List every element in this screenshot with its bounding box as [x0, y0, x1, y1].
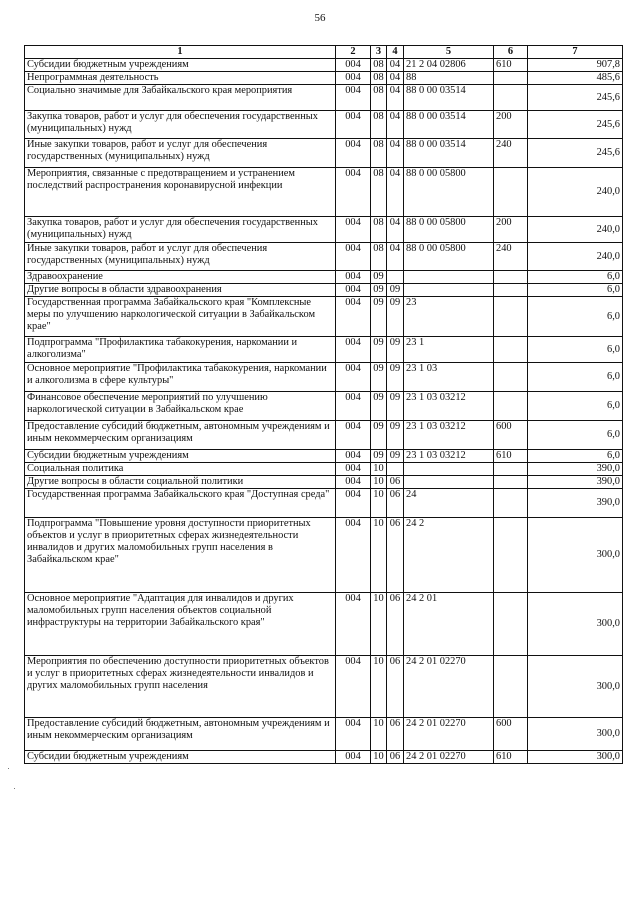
row-amount: 907,8: [528, 59, 623, 72]
row-rz: 08: [371, 59, 387, 72]
page-number: 56: [314, 12, 326, 24]
row-gr: 004: [336, 476, 371, 489]
row-name: Другие вопросы в области здравоохранения: [25, 284, 336, 297]
budget-table: [24, 45, 623, 764]
row-rz: 08: [371, 85, 387, 111]
row-pr: 06: [387, 751, 404, 764]
row-csr: 23 1: [404, 337, 494, 363]
row-pr: 09: [387, 337, 404, 363]
row-pr: 04: [387, 72, 404, 85]
row-pr: 06: [387, 593, 404, 656]
row-csr: 88 0 00 05800: [404, 168, 494, 217]
table-row: [25, 489, 623, 518]
row-pr: 09: [387, 363, 404, 392]
row-csr: 24 2 01: [404, 593, 494, 656]
row-vr: [494, 593, 528, 656]
row-rz: 09: [371, 297, 387, 337]
scan-speck: [8, 768, 9, 769]
table-row: [25, 139, 623, 168]
row-rz: 10: [371, 489, 387, 518]
row-gr: 004: [336, 593, 371, 656]
row-gr: 004: [336, 421, 371, 450]
row-vr: [494, 656, 528, 718]
row-name: Закупка товаров, работ и услуг для обеспечения государственных (муниципальных) нужд: [25, 111, 336, 139]
header-col-2: 2: [336, 46, 371, 59]
row-csr: [404, 476, 494, 489]
row-name: Предоставление субсидий бюджетным, автономным учреждениям и иным некоммерческим организациям: [25, 718, 336, 751]
row-rz: 09: [371, 450, 387, 463]
row-gr: 004: [336, 168, 371, 217]
row-gr: 004: [336, 139, 371, 168]
row-amount: 6,0: [528, 271, 623, 284]
row-gr: 004: [336, 363, 371, 392]
row-amount: 390,0: [528, 489, 623, 518]
table-row: [25, 463, 623, 476]
row-vr: 600: [494, 718, 528, 751]
row-pr: 06: [387, 476, 404, 489]
row-amount: 300,0: [528, 518, 623, 593]
row-name: Иные закупки товаров, работ и услуг для обеспечения государственных (муниципальных) нужд: [25, 139, 336, 168]
row-name: Субсидии бюджетным учреждениям: [25, 450, 336, 463]
row-csr: 21 2 04 02806: [404, 59, 494, 72]
table-row: [25, 111, 623, 139]
row-amount: 245,6: [528, 111, 623, 139]
row-pr: 06: [387, 518, 404, 593]
row-vr: [494, 337, 528, 363]
row-name: Социально значимые для Забайкальского края мероприятия: [25, 85, 336, 111]
row-rz: 10: [371, 463, 387, 476]
row-amount: 6,0: [528, 392, 623, 421]
row-amount: 245,6: [528, 85, 623, 111]
row-amount: 6,0: [528, 297, 623, 337]
row-rz: 08: [371, 111, 387, 139]
row-name: Государственная программа Забайкальского края "Комплексные меры по улучшению наркологической ситуации в Забайкальском крае": [25, 297, 336, 337]
row-amount: 6,0: [528, 421, 623, 450]
row-amount: 6,0: [528, 337, 623, 363]
row-gr: 004: [336, 489, 371, 518]
row-csr: 24 2 01 02270: [404, 751, 494, 764]
row-vr: [494, 72, 528, 85]
row-pr: 04: [387, 85, 404, 111]
row-pr: 09: [387, 297, 404, 337]
row-vr: 240: [494, 243, 528, 271]
row-csr: 23 1 03 03212: [404, 450, 494, 463]
row-pr: [387, 271, 404, 284]
row-pr: 04: [387, 168, 404, 217]
row-vr: [494, 363, 528, 392]
row-vr: 610: [494, 59, 528, 72]
row-rz: 09: [371, 271, 387, 284]
table-row: [25, 168, 623, 217]
row-pr: 06: [387, 489, 404, 518]
row-amount: 245,6: [528, 139, 623, 168]
row-csr: 23 1 03 03212: [404, 392, 494, 421]
row-gr: 004: [336, 111, 371, 139]
row-rz: 09: [371, 363, 387, 392]
header-col-4: 4: [387, 46, 404, 59]
table-row: [25, 392, 623, 421]
table-row: [25, 363, 623, 392]
row-amount: 390,0: [528, 463, 623, 476]
table-row: [25, 656, 623, 718]
row-name: Финансовое обеспечение мероприятий по улучшению наркологической ситуации в Забайкальском крае: [25, 392, 336, 421]
header-col-5: 5: [404, 46, 494, 59]
row-vr: [494, 489, 528, 518]
row-gr: 004: [336, 337, 371, 363]
row-vr: [494, 297, 528, 337]
row-name: Основное мероприятие "Адаптация для инвалидов и других маломобильных групп населения объектов социальной инфраструктуры на территории Забайкальского края": [25, 593, 336, 656]
table-row: [25, 718, 623, 751]
row-name: Закупка товаров, работ и услуг для обеспечения государственных (муниципальных) нужд: [25, 217, 336, 243]
row-pr: 09: [387, 450, 404, 463]
row-gr: 004: [336, 450, 371, 463]
row-amount: 6,0: [528, 450, 623, 463]
row-rz: 08: [371, 243, 387, 271]
row-vr: 200: [494, 111, 528, 139]
row-amount: 300,0: [528, 656, 623, 718]
row-rz: 10: [371, 656, 387, 718]
row-name: Подпрограмма "Повышение уровня доступности приоритетных объектов и услуг в приоритетных сферах жизнедеятельности инвалидов и других маломобильных групп населения в Забайкальском крае": [25, 518, 336, 593]
row-rz: 10: [371, 593, 387, 656]
row-csr: 23: [404, 297, 494, 337]
row-name: Мероприятия, связанные с предотвращением и устранением последствий распространения коронавирусной инфекции: [25, 168, 336, 217]
row-gr: 004: [336, 518, 371, 593]
row-gr: 004: [336, 217, 371, 243]
row-pr: 04: [387, 111, 404, 139]
table-row: [25, 337, 623, 363]
row-pr: 09: [387, 421, 404, 450]
row-vr: [494, 284, 528, 297]
row-gr: 004: [336, 59, 371, 72]
row-amount: 485,6: [528, 72, 623, 85]
row-amount: 390,0: [528, 476, 623, 489]
row-csr: [404, 271, 494, 284]
row-csr: 24 2 01 02270: [404, 656, 494, 718]
row-vr: 240: [494, 139, 528, 168]
row-amount: 300,0: [528, 718, 623, 751]
header-col-1: 1: [25, 46, 336, 59]
row-name: Субсидии бюджетным учреждениям: [25, 59, 336, 72]
row-name: Другие вопросы в области социальной политики: [25, 476, 336, 489]
row-rz: 10: [371, 718, 387, 751]
row-amount: 240,0: [528, 243, 623, 271]
scan-speck: [14, 788, 15, 789]
table-row: [25, 450, 623, 463]
row-name: Мероприятия по обеспечению доступности приоритетных объектов и услуг в приоритетных сферах жизнедеятельности инвалидов и других маломобильных групп населения: [25, 656, 336, 718]
row-rz: 08: [371, 168, 387, 217]
row-gr: 004: [336, 297, 371, 337]
row-vr: 600: [494, 421, 528, 450]
row-csr: [404, 463, 494, 476]
row-rz: 10: [371, 518, 387, 593]
row-amount: 6,0: [528, 363, 623, 392]
row-gr: 004: [336, 463, 371, 476]
row-pr: 06: [387, 656, 404, 718]
row-rz: 10: [371, 751, 387, 764]
row-pr: 04: [387, 243, 404, 271]
row-amount: 240,0: [528, 217, 623, 243]
row-vr: 610: [494, 751, 528, 764]
row-gr: 004: [336, 72, 371, 85]
row-pr: 06: [387, 718, 404, 751]
row-amount: 6,0: [528, 284, 623, 297]
row-rz: 09: [371, 284, 387, 297]
row-csr: 88: [404, 72, 494, 85]
row-amount: 240,0: [528, 168, 623, 217]
row-gr: 004: [336, 392, 371, 421]
row-name: Непрограммная деятельность: [25, 72, 336, 85]
row-vr: 610: [494, 450, 528, 463]
row-pr: 04: [387, 217, 404, 243]
header-col-7: 7: [528, 46, 623, 59]
table-row: [25, 85, 623, 111]
row-rz: 08: [371, 72, 387, 85]
row-rz: 09: [371, 421, 387, 450]
row-pr: 09: [387, 284, 404, 297]
row-csr: 88 0 00 05800: [404, 243, 494, 271]
row-vr: 200: [494, 217, 528, 243]
header-col-3: 3: [371, 46, 387, 59]
row-vr: [494, 392, 528, 421]
table-row: [25, 421, 623, 450]
row-gr: 004: [336, 718, 371, 751]
row-csr: 23 1 03 03212: [404, 421, 494, 450]
row-name: Иные закупки товаров, работ и услуг для обеспечения государственных (муниципальных) нужд: [25, 243, 336, 271]
table-row: [25, 271, 623, 284]
row-rz: 10: [371, 476, 387, 489]
row-vr: [494, 463, 528, 476]
table-row: [25, 284, 623, 297]
row-pr: 04: [387, 139, 404, 168]
row-vr: [494, 518, 528, 593]
row-name: Предоставление субсидий бюджетным, автономным учреждениям и иным некоммерческим организациям: [25, 421, 336, 450]
row-csr: 88 0 00 03514: [404, 85, 494, 111]
row-rz: 08: [371, 217, 387, 243]
row-csr: 24 2 01 02270: [404, 718, 494, 751]
table-row: [25, 72, 623, 85]
row-rz: 09: [371, 392, 387, 421]
row-gr: 004: [336, 656, 371, 718]
table-row: [25, 59, 623, 72]
row-vr: [494, 476, 528, 489]
header-col-6: 6: [494, 46, 528, 59]
row-gr: 004: [336, 243, 371, 271]
row-csr: 24 2: [404, 518, 494, 593]
row-rz: 08: [371, 139, 387, 168]
row-gr: 004: [336, 284, 371, 297]
row-pr: 09: [387, 392, 404, 421]
row-name: Государственная программа Забайкальского края "Доступная среда": [25, 489, 336, 518]
table-row: [25, 476, 623, 489]
table-row: [25, 751, 623, 764]
row-rz: 09: [371, 337, 387, 363]
row-gr: 004: [336, 271, 371, 284]
row-vr: [494, 271, 528, 284]
row-csr: 23 1 03: [404, 363, 494, 392]
row-csr: 88 0 00 03514: [404, 139, 494, 168]
row-name: Субсидии бюджетным учреждениям: [25, 751, 336, 764]
table-row: [25, 593, 623, 656]
row-csr: 88 0 00 03514: [404, 111, 494, 139]
row-pr: [387, 463, 404, 476]
row-vr: [494, 85, 528, 111]
table-row: [25, 217, 623, 243]
row-name: Подпрограмма "Профилактика табакокурения, наркомании и алкоголизма": [25, 337, 336, 363]
row-vr: [494, 168, 528, 217]
row-name: Здравоохранение: [25, 271, 336, 284]
row-gr: 004: [336, 85, 371, 111]
table-row: [25, 297, 623, 337]
row-pr: 04: [387, 59, 404, 72]
table-row: [25, 518, 623, 593]
row-amount: 300,0: [528, 751, 623, 764]
row-csr: 88 0 00 05800: [404, 217, 494, 243]
row-name: Основное мероприятие "Профилактика табакокурения, наркомании и алкоголизма в сфере культуры": [25, 363, 336, 392]
row-amount: 300,0: [528, 593, 623, 656]
table-row: [25, 243, 623, 271]
row-csr: 24: [404, 489, 494, 518]
row-name: Социальная политика: [25, 463, 336, 476]
row-gr: 004: [336, 751, 371, 764]
row-csr: [404, 284, 494, 297]
table-header-row: [25, 46, 623, 59]
